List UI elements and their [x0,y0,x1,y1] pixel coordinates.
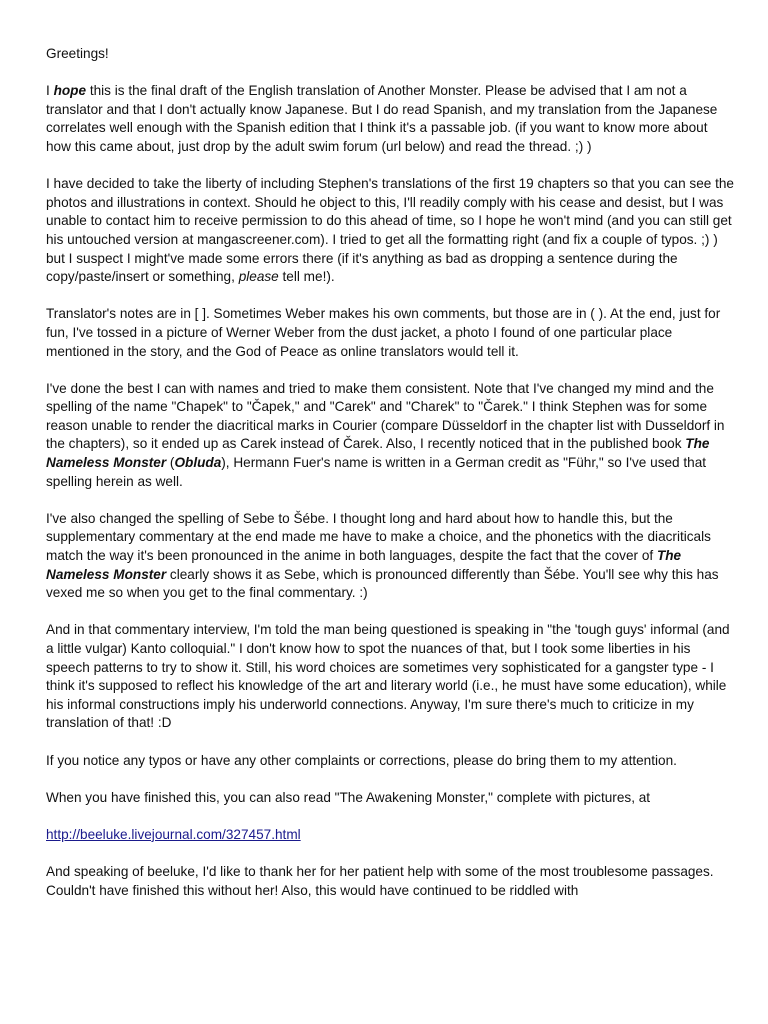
text-run: I [46,83,54,99]
paragraph-awakening: When you have finished this, you can also read "The Awakening Monster," complete with pictures, at [46,789,651,805]
greeting: Greetings! [46,46,109,61]
paragraph-intro [46,82,736,156]
emphasis-hope: hope [53,83,87,99]
book-title: The Nameless Monster [46,548,682,582]
paragraph-thanks: And speaking of beeluke, I'd like to thank her for her patient help with some of the most troublesome passages. Couldn't have finished this without her! Also, this would have continued to be riddled with [46,864,714,898]
book-title: The Nameless Monster [46,436,710,471]
paragraph-sebe [46,510,736,603]
paragraph-typos: If you notice any typos or have any other complaints or corrections, please do bring them to my attention. [46,752,677,768]
paragraph-notes: Translator's notes are in [ ]. Sometimes Weber makes his own comments, but those are in ( ). At the end, just for fun, I've tossed in a picture of Werner Weber from the dust jacket, a photo I found of one particular place mentioned in the story, and the God of Peace as online translators would tell it. [46,306,721,359]
book-title-original: Obluda [174,455,222,471]
link-paragraph [46,826,736,845]
paragraph-names [46,380,736,492]
text-run: I have decided to take the liberty of including Stephen's translations of the first 19 chapters so that you can see the photos and illustrations in context. Should he object to this, I'll readily comply with his cease and desist, but I was unable to contact him to receive permission to do this ahead of time, so I hope he won't mind (and you can still get his untouched version at mangascreener.com). I tried to get all the formatting right (and fix a couple of typos. ;) ) but I suspect I might've made some errors there (if it's anything as bad as dropping a sentence during the copy/paste/insert or something, [46,176,734,285]
paragraph-stephen [46,175,736,287]
text-run: ), Hermann Fuer's name is written in a German credit as "Führ," so I've used that spelling herein as well. [46,455,707,489]
beeluke-link[interactable]: http://beeluke.livejournal.com/327457.html [46,826,301,842]
text-run: tell me!). [278,269,335,285]
text-run: this is the final draft of the English translation of Another Monster. Please be advised that I am not a translator and that I don't actually know Japanese. But I do read Spanish, and my translation from the Japanese correlates well enough with the Spanish edition that I think it's a passable job. (if you want to know more about how this came about, just drop by the adult swim forum (url below) and read the thread. ;) ) [46,83,718,154]
text-run: clearly shows it as Sebe, which is pronounced differently than Šébe. You'll see why this has vexed me so when you get to the final commentary. :) [46,566,719,601]
text-run: ( [166,455,175,471]
paragraph-commentary: And in that commentary interview, I'm told the man being questioned is speaking in "the 'tough guys' informal (and a little vulgar) Kanto colloquial." I don't know how to spot the nuances of that, but I took some liberties in his speech patterns to try to show it. Still, his word choices are sometimes very sophisticated for a gangster type - I think it's supposed to reflect his knowledge of the art and literary world (i.e., he must have some education), while his informal constructions imply his underworld connections. Anyway, I'm sure there's much to criticize in my translation of that! :D [46,622,730,731]
text-run: I've done the best I can with names and tried to make them consistent. Note that I've changed my mind and the spelling of the name "Chapek" to "Čapek," and "Carek" and "Charek" to "Čarek." I think Stephen was for some reason unable to render the diacritical marks in Courier (compare Düsseldorf in the chapter list with Dusseldorf in the chapters), so it ended up as Carek instead of Čarek. Also, I recently noticed that in the published book [46,380,725,452]
text-run: I've also changed the spelling of Sebe to Šébe. I thought long and hard about how to handle this, but the supplementary commentary at the end made me have to make a choice, and the phonetics with the diacriticals match the way it's been pronounced in the anime in both languages, despite the fact that the cover of [46,510,711,564]
emphasis-please: please [238,269,279,285]
document-page [46,45,736,919]
